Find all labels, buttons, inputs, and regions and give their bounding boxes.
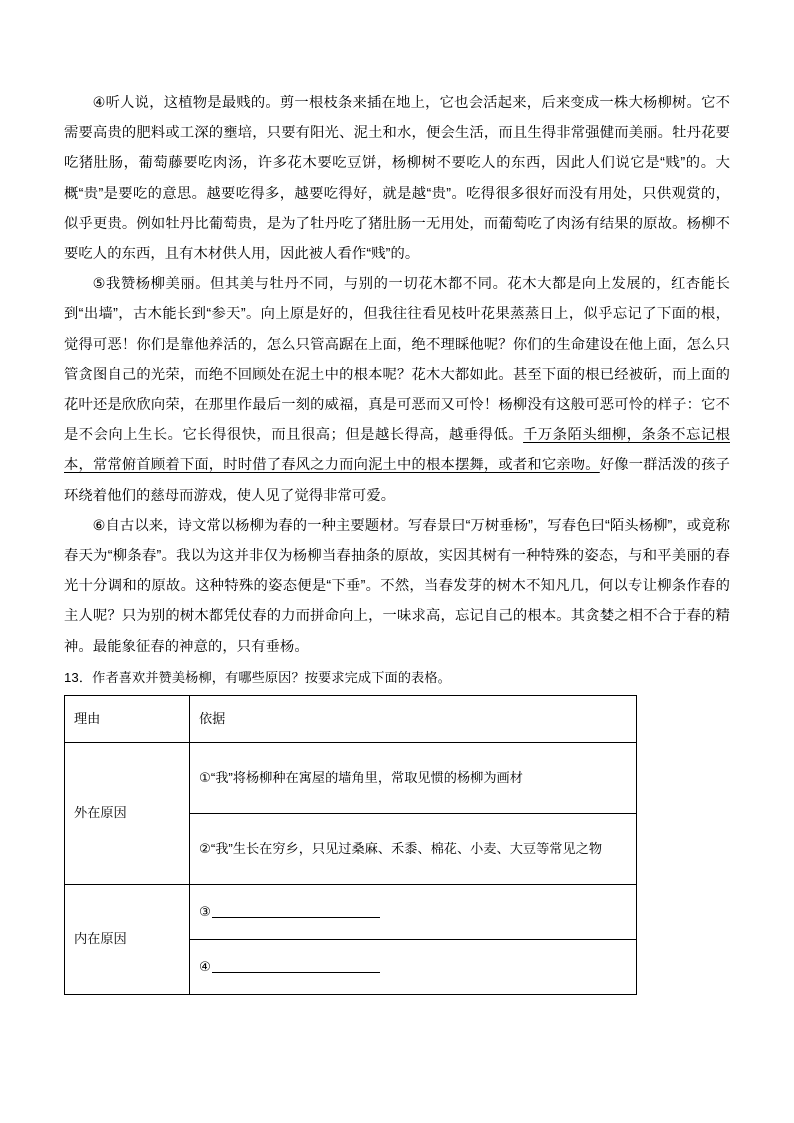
- table-cell-reason-internal: 内在原因: [65, 884, 190, 994]
- table-cell-evidence-external-1: ①“我”将杨柳种在寓屋的墙角里，常取见惯的杨柳为画材: [190, 742, 637, 813]
- table-cell-evidence-internal-2[interactable]: [190, 939, 637, 994]
- table-header-evidence: 依据: [190, 695, 637, 742]
- answer-table: [64, 695, 637, 995]
- paragraph-5-underlined-sentence: 千万条陌头细柳，条条不忘记根本，常常俯首顾着下面，时时借了春风之力而向泥土中的根本摆舞，或者和它亲吻。: [64, 427, 730, 474]
- table-header-reason: 理由: [65, 695, 190, 742]
- table-row-internal-1: [65, 884, 637, 939]
- paragraph-5: [64, 269, 730, 511]
- table-cell-reason-external: 外在原因: [65, 742, 190, 884]
- answer-blank-4[interactable]: [212, 959, 380, 973]
- question-13-prompt: 13．作者喜欢并赞美杨柳，有哪些原因？按要求完成下面的表格。: [64, 669, 451, 685]
- answer-blank-3[interactable]: [212, 904, 380, 918]
- table-header-row: [65, 695, 637, 742]
- paragraph-4: ④听人说，这植物是最贱的。剪一根枝条来插在地上，它也会活起来，后来变成一株大杨柳树。它不需要高贵的肥料或工深的壅培，只要有阳光、泥土和水，便会生活，而且生得非常强健而美丽。牡丹花要吃猪肚肠，葡萄藤要吃肉汤，许多花木要吃豆饼，杨柳树不要吃人的东西，因此人们说它是“贱”的。大概“贵”是要吃的意思。越要吃得多，越要吃得好，就是越“贵”。吃得很多很好而没有用处，只供观赏的，似乎更贵。例如牡丹比葡萄贵，是为了牡丹吃了猪肚肠一无用处，而葡萄吃了肉汤有结果的原故。杨柳不要吃人的东西，且有木材供人用，因此被人看作“贱”的。: [64, 95, 730, 263]
- paragraph-5-text-after-underline: 好像一群活泼的孩子环绕着他们的慈母而游戏，使人见了觉得非常可爱。: [64, 457, 731, 504]
- evidence-marker-3: ③: [199, 903, 211, 919]
- paragraph-5-text-before-underline: ⑤我赞杨柳美丽。但其美与牡丹不同，与别的一切花木都不同。花木大都是向上发展的，红杏能长到“出墙”，古木能长到“参天”。向上原是好的，但我往往看见枝叶花果蒸蒸日上，似乎忘记了下面的根，觉得可恶！你们是靠他养活的，怎么只管高踞在上面，绝不理睬他呢？你们的生命建设在他上面，怎么只管贪图自己的光荣，而绝不回顾处在泥土中的根本呢？花木大都如此。甚至下面的根已经被斫，而上面的花叶还是欣欣向荣，在那里作最后一刻的威福，真是可恶而又可怜！杨柳没有这般可恶可怜的样子：它不是不会向上生长。它长得很快，而且很高；但是越长得高，越垂得低。: [64, 276, 730, 444]
- table-row-external-1: [65, 742, 637, 813]
- table-cell-evidence-external-2: ②“我”生长在穷乡，只见过桑麻、禾黍、棉花、小麦、大豆等常见之物: [190, 813, 637, 884]
- evidence-marker-4: ④: [199, 958, 211, 974]
- table-cell-evidence-internal-1[interactable]: [190, 884, 637, 939]
- paragraph-6: ⑥自古以来，诗文常以杨柳为春的一种主要题材。写春景曰“万树垂杨”，写春色曰“陌头杨柳”，或竟称春天为“柳条春”。我以为这并非仅为杨柳当春抽条的原故，实因其树有一种特殊的姿态，与和平美丽的春光十分调和的原故。这种特殊的姿态便是“下垂”。不然，当春发芽的树木不知凡几，何以专让柳条作春的主人呢？只为别的树木都凭仗春的力而拼命向上，一味求高，忘记自己的根本。其贪婪之相不合于春的精神。最能象征春的神意的，只有垂杨。: [64, 517, 730, 655]
